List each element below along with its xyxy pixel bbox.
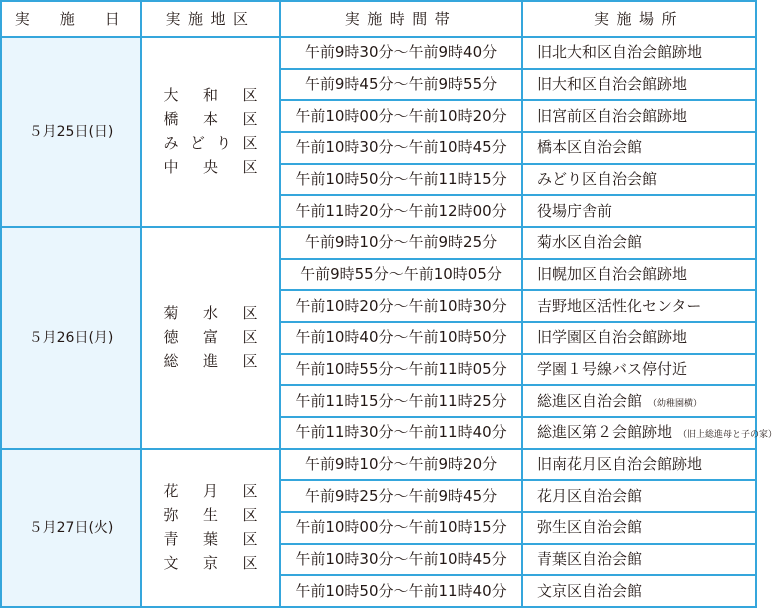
place-name: 弥生区自治会館 [537,518,643,537]
time-cell: 午前10時00分〜午前10時15分 [280,512,522,544]
place-name: 総進区第２会館跡地 [537,423,673,442]
place-name: 吉野地区活性化センター [537,296,702,315]
place-name: 旧幌加区自治会館跡地 [537,264,688,283]
area-name: み ど り 区 [163,134,258,153]
area-name: 橋 本 区 [163,110,258,129]
place-cell [522,100,756,132]
area-cell [141,449,280,607]
area-name: 青 葉 区 [163,530,258,549]
table-row [1,37,756,69]
place-name: 総進区自治会館 [537,391,643,410]
area-list [164,297,258,378]
area-name: 徳 富 区 [163,328,258,347]
area-name: 大 和 区 [163,86,258,105]
time-cell: 午前9時25分〜午前9時45分 [280,480,522,512]
time-cell: 午前11時15分〜午前11時25分 [280,385,522,417]
time-cell: 午前9時45分〜午前9時55分 [280,69,522,101]
time-cell: 午前10時55分〜午前11時05分 [280,354,522,386]
place-name: 菊水区自治会館 [537,233,643,252]
table-row [1,449,756,481]
time-cell: 午前9時30分〜午前9時40分 [280,37,522,69]
time-cell: 午前9時10分〜午前9時25分 [280,227,522,259]
header-date: 実 施 日 [1,1,141,37]
place-cell [522,290,756,322]
header-place: 実施場所 [522,1,756,37]
area-list [164,475,258,580]
place-cell [522,385,756,417]
place-name: 橋本区自治会館 [537,138,643,157]
time-cell: 午前10時50分〜午前11時40分 [280,575,522,607]
place-cell [522,449,756,481]
place-cell [522,480,756,512]
date-cell: ５月26日(月) [1,227,141,449]
place-name: 文京区自治会館 [537,581,643,600]
place-cell [522,132,756,164]
area-name: 花 月 区 [163,482,258,501]
place-name: 花月区自治会館 [537,486,643,505]
place-cell [522,544,756,576]
table-row [1,227,756,259]
area-name: 中 央 区 [163,158,258,177]
place-cell [522,575,756,607]
area-name: 文 京 区 [163,554,258,573]
place-name: 旧宮前区自治会館跡地 [537,106,688,125]
place-name: 役場庁舎前 [537,201,613,220]
time-cell: 午前9時55分〜午前10時05分 [280,259,522,291]
place-note: （幼稚園横） [648,398,703,409]
date-cell: ５月25日(日) [1,37,141,227]
place-cell [522,354,756,386]
place-cell [522,195,756,227]
area-cell [141,227,280,449]
place-cell [522,227,756,259]
place-name: 旧南花月区自治会館跡地 [537,454,703,473]
time-cell: 午前10時30分〜午前10時45分 [280,544,522,576]
time-cell: 午前11時30分〜午前11時40分 [280,417,522,449]
place-name: 学園１号線バス停付近 [537,359,688,378]
area-list [164,79,258,184]
place-name: 青葉区自治会館 [537,549,643,568]
header-time: 実施時間帯 [280,1,522,37]
place-cell [522,164,756,196]
place-cell [522,37,756,69]
area-cell [141,37,280,227]
table-header [1,1,756,37]
place-name: みどり区自治会館 [537,169,658,188]
place-cell [522,322,756,354]
time-cell: 午前10時50分〜午前11時15分 [280,164,522,196]
place-note: （旧上総進母と子の家） [678,430,777,441]
place-cell [522,512,756,544]
area-name: 菊 水 区 [163,304,258,323]
header-row [1,1,756,37]
area-name: 弥 生 区 [163,506,258,525]
area-name: 総 進 区 [163,352,258,371]
time-cell: 午前10時00分〜午前10時20分 [280,100,522,132]
table-body [1,37,777,607]
header-area: 実施地区 [141,1,280,37]
date-cell: ５月27日(火) [1,449,141,607]
time-cell: 午前10時20分〜午前10時30分 [280,290,522,322]
place-cell [522,417,777,449]
time-cell: 午前11時20分〜午前12時00分 [280,195,522,227]
place-cell [522,69,756,101]
place-name: 旧大和区自治会館跡地 [537,74,688,93]
place-cell [522,259,756,291]
place-name: 旧学園区自治会館跡地 [537,328,688,347]
time-cell: 午前9時10分〜午前9時20分 [280,449,522,481]
time-cell: 午前10時30分〜午前10時45分 [280,132,522,164]
place-name: 旧北大和区自治会館跡地 [537,43,703,62]
time-cell: 午前10時40分〜午前10時50分 [280,322,522,354]
